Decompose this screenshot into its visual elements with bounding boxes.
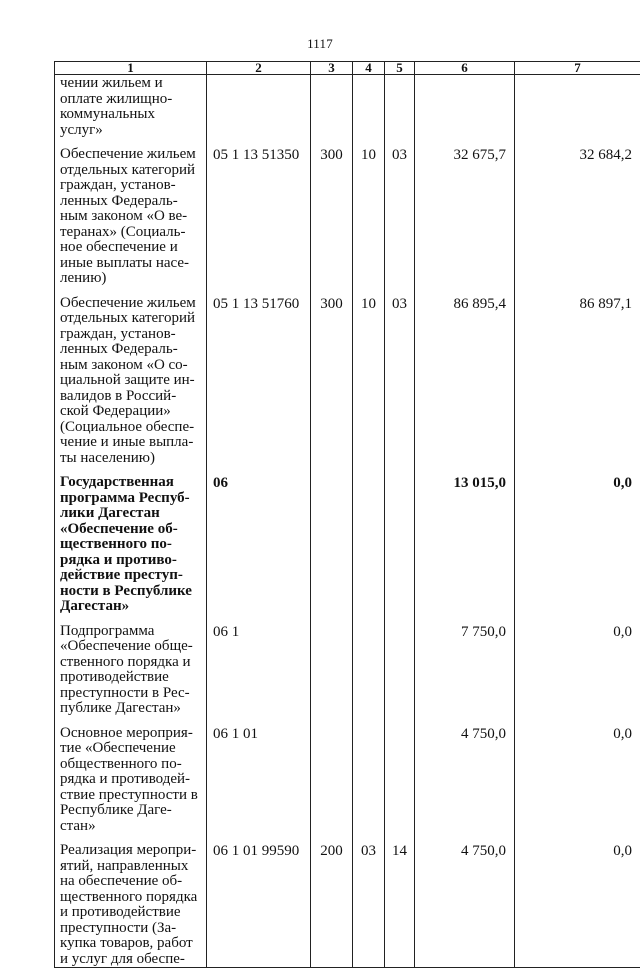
row-code: 06 — [207, 474, 311, 615]
row-name-line: и услуг для обеспе- — [60, 952, 202, 968]
row-name-line: преступности (За- — [60, 921, 202, 937]
row-col5 — [385, 75, 415, 139]
row-name — [55, 295, 207, 467]
spacer-cell — [385, 287, 415, 295]
row-name — [55, 725, 207, 835]
spacer-cell — [353, 466, 385, 474]
spacer-cell — [311, 615, 353, 623]
spacer-cell — [515, 287, 640, 295]
row-name-line: Дагестан» — [60, 599, 202, 615]
row-col4: 03 — [353, 842, 385, 968]
row-name-line: услуг» — [60, 123, 202, 139]
row-name-line: граждан, установ- — [60, 327, 202, 343]
row-name-line: стан» — [60, 819, 202, 835]
row-name-line: Республике Даге- — [60, 803, 202, 819]
column-header-2: 2 — [207, 62, 311, 75]
row-name-line: оплате жилищно- — [60, 92, 202, 108]
row-name-line: преступности в Рес- — [60, 686, 202, 702]
row-col3 — [311, 623, 353, 717]
row-name-line: ствие преступности в — [60, 788, 202, 804]
row-amount-2: 0,0 — [515, 725, 640, 835]
spacer-cell — [385, 138, 415, 146]
spacer-cell — [207, 615, 311, 623]
column-header-row — [55, 62, 640, 75]
row-code: 06 1 — [207, 623, 311, 717]
row-amount-2: 0,0 — [515, 623, 640, 717]
row-name-line: отдельных категорий — [60, 311, 202, 327]
row-name-line: коммунальных — [60, 107, 202, 123]
row-name-line: «Обеспечение об- — [60, 522, 202, 538]
spacer-cell — [353, 615, 385, 623]
row-amount-2: 0,0 — [515, 842, 640, 968]
row-spacer — [55, 287, 640, 295]
row-amount-2 — [515, 75, 640, 139]
row-name-line: Подпрограмма — [60, 624, 202, 640]
table-row — [55, 146, 640, 287]
row-name — [55, 146, 207, 287]
row-name-line: чение и иные выпла- — [60, 435, 202, 451]
table-body — [55, 75, 640, 968]
row-col4 — [353, 474, 385, 615]
spacer-cell — [515, 717, 640, 725]
row-amount-1: 4 750,0 — [415, 842, 515, 968]
row-name-line: рядка и противо- — [60, 553, 202, 569]
spacer-cell — [353, 287, 385, 295]
row-code: 05 1 13 51760 — [207, 295, 311, 467]
spacer-cell — [311, 287, 353, 295]
row-name-line: лики Дагестан — [60, 506, 202, 522]
row-col5 — [385, 623, 415, 717]
spacer-cell — [415, 138, 515, 146]
row-name-line: (Социальное обеспе- — [60, 420, 202, 436]
row-name-line: «Обеспечение обще- — [60, 639, 202, 655]
row-name-line: щественного порядка — [60, 890, 202, 906]
row-name-line: общественного по- — [60, 757, 202, 773]
spacer-cell — [311, 466, 353, 474]
row-col3: 200 — [311, 842, 353, 968]
spacer-cell — [385, 834, 415, 842]
row-name-line: Реализация меропри- — [60, 843, 202, 859]
row-col5: 14 — [385, 842, 415, 968]
row-col4 — [353, 725, 385, 835]
row-name-line: и противодействие — [60, 905, 202, 921]
row-amount-2: 86 897,1 — [515, 295, 640, 467]
row-name-line: теранах» (Социаль- — [60, 225, 202, 241]
spacer-cell — [415, 717, 515, 725]
row-name-line: на обеспечение об- — [60, 874, 202, 890]
spacer-cell — [515, 834, 640, 842]
spacer-cell — [515, 466, 640, 474]
spacer-cell — [515, 138, 640, 146]
spacer-cell — [385, 466, 415, 474]
spacer-cell — [515, 615, 640, 623]
row-spacer — [55, 466, 640, 474]
row-code: 06 1 01 99590 — [207, 842, 311, 968]
column-header-3: 3 — [311, 62, 353, 75]
row-name-line: ленных Федераль- — [60, 342, 202, 358]
row-name-line: действие преступ- — [60, 568, 202, 584]
spacer-cell — [55, 138, 207, 146]
row-code — [207, 75, 311, 139]
row-name-line: тие «Обеспечение — [60, 741, 202, 757]
spacer-cell — [415, 834, 515, 842]
row-col3 — [311, 75, 353, 139]
spacer-cell — [415, 287, 515, 295]
row-amount-1: 7 750,0 — [415, 623, 515, 717]
column-header-4: 4 — [353, 62, 385, 75]
spacer-cell — [207, 834, 311, 842]
row-name-line: купка товаров, работ — [60, 936, 202, 952]
row-name-line: ятий, направленных — [60, 859, 202, 875]
row-col4: 10 — [353, 146, 385, 287]
row-name-line: Обеспечение жильем — [60, 147, 202, 163]
row-col4: 10 — [353, 295, 385, 467]
row-name-line: чении жильем и — [60, 76, 202, 92]
spacer-cell — [207, 466, 311, 474]
spacer-cell — [207, 717, 311, 725]
row-name-line: ным законом «О ве- — [60, 209, 202, 225]
spacer-cell — [55, 834, 207, 842]
row-name-line: Обеспечение жильем — [60, 296, 202, 312]
budget-table — [54, 61, 640, 968]
column-header-7: 7 — [515, 62, 640, 75]
row-name-line: циальной защите ин- — [60, 373, 202, 389]
row-col3: 300 — [311, 146, 353, 287]
row-name-line: лению) — [60, 271, 202, 287]
row-name — [55, 623, 207, 717]
row-name — [55, 75, 207, 139]
row-amount-1: 13 015,0 — [415, 474, 515, 615]
row-name-line: щественного по- — [60, 537, 202, 553]
spacer-cell — [385, 717, 415, 725]
table-row — [55, 295, 640, 467]
row-name-line: ты населению) — [60, 451, 202, 467]
row-spacer — [55, 834, 640, 842]
row-name-line: Основное мероприя- — [60, 726, 202, 742]
row-col4 — [353, 75, 385, 139]
row-name — [55, 474, 207, 615]
spacer-cell — [207, 138, 311, 146]
spacer-cell — [55, 466, 207, 474]
row-spacer — [55, 717, 640, 725]
spacer-cell — [311, 717, 353, 725]
table-row — [55, 474, 640, 615]
row-name-line: ственного порядка и — [60, 655, 202, 671]
spacer-cell — [311, 138, 353, 146]
row-name-line: ленных Федераль- — [60, 194, 202, 210]
row-col5 — [385, 725, 415, 835]
table-row — [55, 623, 640, 717]
row-col5: 03 — [385, 295, 415, 467]
row-amount-2: 32 684,2 — [515, 146, 640, 287]
row-col3 — [311, 474, 353, 615]
row-name-line: рядка и противодей- — [60, 772, 202, 788]
row-name-line: ным законом «О со- — [60, 358, 202, 374]
row-amount-1: 86 895,4 — [415, 295, 515, 467]
row-name-line: противодействие — [60, 670, 202, 686]
row-spacer — [55, 615, 640, 623]
row-spacer — [55, 138, 640, 146]
column-header-6: 6 — [415, 62, 515, 75]
table-row — [55, 75, 640, 139]
row-name-line: ное обеспечение и — [60, 240, 202, 256]
row-name-line: публике Дагестан» — [60, 701, 202, 717]
row-col4 — [353, 623, 385, 717]
row-name-line: иные выплаты насе- — [60, 256, 202, 272]
row-code: 06 1 01 — [207, 725, 311, 835]
row-amount-1 — [415, 75, 515, 139]
spacer-cell — [415, 615, 515, 623]
spacer-cell — [55, 615, 207, 623]
budget-table-container — [54, 61, 640, 968]
row-name-line: валидов в Россий- — [60, 389, 202, 405]
spacer-cell — [353, 834, 385, 842]
spacer-cell — [311, 834, 353, 842]
page-number: 1117 — [0, 36, 640, 52]
row-name-line: отдельных категорий — [60, 163, 202, 179]
row-name-line: ности в Республике — [60, 584, 202, 600]
row-name-line: программа Респуб- — [60, 491, 202, 507]
row-amount-1: 4 750,0 — [415, 725, 515, 835]
column-header-5: 5 — [385, 62, 415, 75]
spacer-cell — [353, 138, 385, 146]
table-row — [55, 725, 640, 835]
row-col3: 300 — [311, 295, 353, 467]
spacer-cell — [385, 615, 415, 623]
row-name-line: Государственная — [60, 475, 202, 491]
row-col5 — [385, 474, 415, 615]
row-amount-2: 0,0 — [515, 474, 640, 615]
spacer-cell — [55, 287, 207, 295]
spacer-cell — [415, 466, 515, 474]
row-name-line: ской Федерации» — [60, 404, 202, 420]
row-code: 05 1 13 51350 — [207, 146, 311, 287]
row-col3 — [311, 725, 353, 835]
spacer-cell — [55, 717, 207, 725]
row-name-line: граждан, установ- — [60, 178, 202, 194]
spacer-cell — [207, 287, 311, 295]
spacer-cell — [353, 717, 385, 725]
row-col5: 03 — [385, 146, 415, 287]
row-amount-1: 32 675,7 — [415, 146, 515, 287]
column-header-1: 1 — [55, 62, 207, 75]
